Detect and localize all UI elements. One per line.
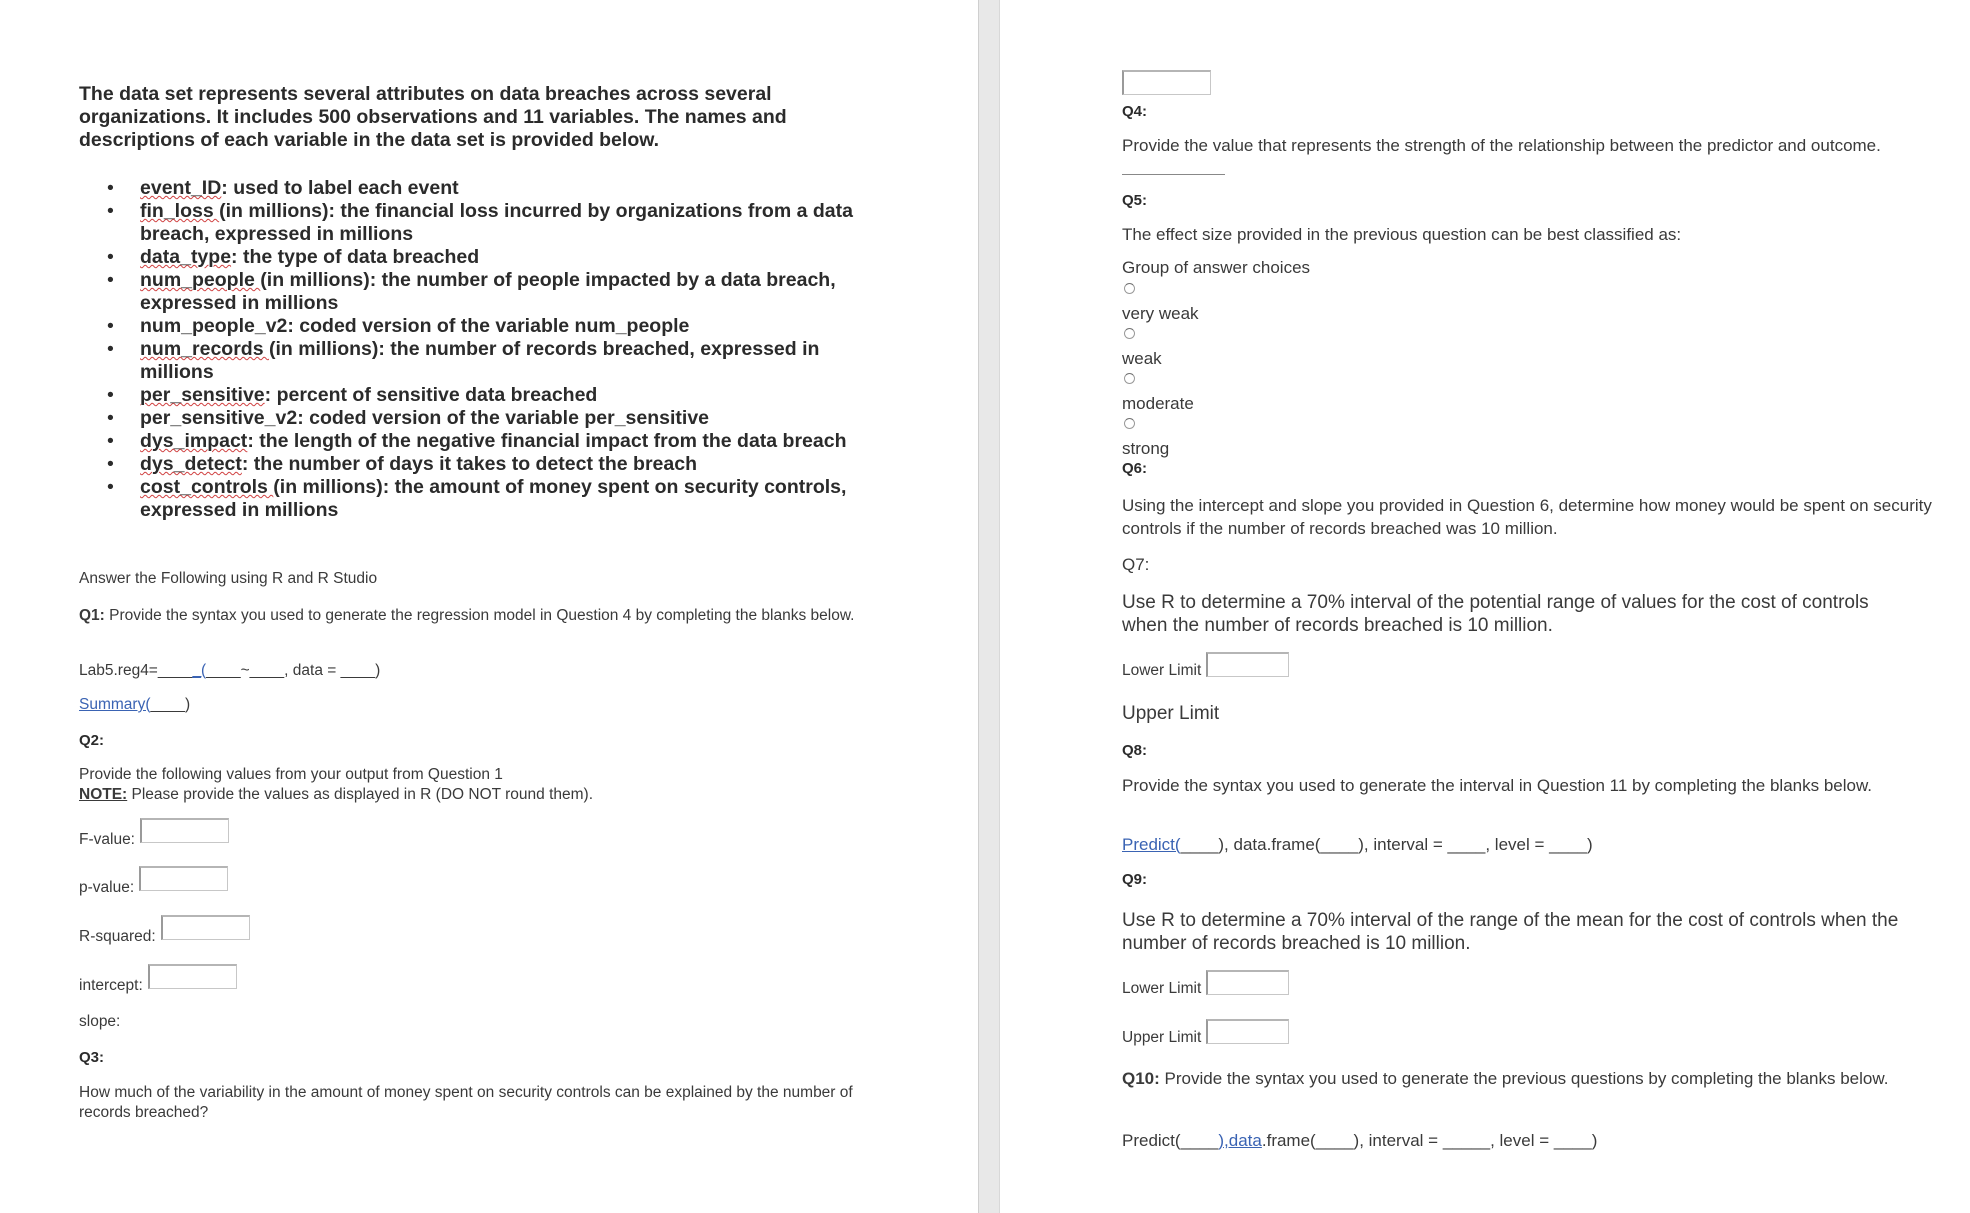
- q9-lower-input[interactable]: [1206, 970, 1289, 995]
- q9-upper-row: [1122, 1019, 1289, 1044]
- list-item: [140, 269, 880, 315]
- q7-upper-label: Upper Limit: [1122, 703, 1220, 724]
- list-item: [140, 407, 880, 430]
- q9-text: Use R to determine a 70% interval of the range of the mean for the cost of controls when the number of records breached is 10 million.: [1122, 910, 1899, 954]
- f-value-row: [79, 818, 229, 848]
- q1-summary-line: [79, 696, 190, 714]
- right-page: [1000, 0, 1970, 1213]
- variable-name: dys_impact: [140, 430, 248, 452]
- variable-name: num_people: [140, 269, 261, 291]
- choice-weak: weak: [1122, 349, 1162, 368]
- list-item: [140, 315, 880, 338]
- variable-name: fin_loss: [140, 200, 220, 222]
- variable-name: per_sensitive: [140, 384, 265, 406]
- q5-label: Q5:: [1122, 192, 1148, 209]
- variable-desc: (in millions): the financial loss incurred by organizations from a data breach, expressed in millions: [140, 200, 853, 245]
- q1-text: [79, 605, 879, 626]
- p-value-row: [79, 866, 228, 896]
- radio-moderate[interactable]: [1124, 373, 1135, 384]
- intercept-input[interactable]: [148, 964, 237, 989]
- variable-desc: : percent of sensitive data breached: [264, 384, 598, 406]
- q1-label: Q1:: [79, 607, 105, 624]
- choice-very-weak: very weak: [1122, 304, 1199, 323]
- q8-code-line: [1122, 833, 1593, 856]
- intercept-row: [79, 964, 237, 994]
- variable-desc: : the length of the negative financial impact from the data breach: [247, 430, 847, 452]
- answer-group-label: Group of answer choices: [1122, 258, 1311, 277]
- summary-link[interactable]: Summary(: [79, 696, 151, 713]
- r-squared-label: R-squared:: [79, 928, 156, 945]
- q2-text: [79, 765, 593, 805]
- variable-desc: : the number of days it takes to detect the breach: [241, 453, 697, 475]
- q7-lower-input[interactable]: [1206, 652, 1289, 677]
- code-segment: ____), data.frame(____), interval = ____, level = ____): [1180, 835, 1593, 854]
- q9-upper-input[interactable]: [1206, 1019, 1289, 1044]
- q4-answer-line[interactable]: [1122, 174, 1225, 175]
- r-squared-row: [79, 915, 250, 945]
- list-item: [140, 453, 880, 476]
- variable-name: data_type: [140, 246, 232, 268]
- choice-moderate: moderate: [1122, 394, 1194, 413]
- q9-label: Q9:: [1122, 871, 1148, 888]
- q7-label: Q7:: [1122, 555, 1150, 574]
- q7-text: Use R to determine a 70% interval of the potential range of values for the cost of controls when the number of records breached is 10 million.: [1122, 592, 1869, 636]
- choice-strong: strong: [1122, 439, 1170, 458]
- intro-paragraph: The data set represents several attributes on data breaches across several organizations. It includes 500 observations and 11 variables. The names and descriptions of each variable in the data set is provided below.: [79, 83, 787, 151]
- q10-body: Provide the syntax you used to generate the previous questions by completing the blanks below.: [1159, 1069, 1889, 1088]
- lower-limit-label: Lower Limit: [1122, 662, 1202, 679]
- q3-label: Q3:: [79, 1049, 105, 1066]
- lower-limit-label: Lower Limit: [1122, 980, 1202, 997]
- list-item: [140, 200, 880, 246]
- variable-desc: (in millions): the number of records breached, expressed in millions: [140, 338, 820, 383]
- q10-code-line: [1122, 1129, 1597, 1152]
- radio-strong[interactable]: [1124, 418, 1135, 429]
- p-value-input[interactable]: [139, 866, 228, 891]
- variable-name: event_ID: [140, 177, 222, 199]
- upper-limit-label: Upper Limit: [1122, 1029, 1202, 1046]
- code-segment: ____~____, data = ____): [206, 662, 381, 679]
- data-link[interactable]: ),data: [1218, 1131, 1262, 1150]
- slope-label: slope:: [79, 1013, 121, 1030]
- f-value-input[interactable]: [140, 818, 229, 843]
- variable-desc: (in millions): the number of people impacted by a data breach, expressed in millions: [140, 269, 836, 314]
- q3-answer-input[interactable]: [1122, 70, 1211, 95]
- variable-desc: (in millions): the amount of money spent on security controls, expressed in millions: [140, 476, 847, 521]
- q6-label: Q6:: [1122, 460, 1148, 477]
- f-value-label: F-value:: [79, 831, 135, 848]
- r-squared-input[interactable]: [161, 915, 250, 940]
- page-divider: [978, 0, 1000, 1213]
- variable-desc: : the type of data breached: [231, 246, 480, 268]
- list-item: [140, 246, 880, 269]
- q2-body: Provide the following values from your output from Question 1: [79, 766, 503, 783]
- q5-text: The effect size provided in the previous question can be best classified as:: [1122, 225, 1682, 244]
- p-value-label: p-value:: [79, 879, 135, 896]
- list-item: [140, 384, 880, 407]
- predict-link[interactable]: Predict(: [1122, 835, 1181, 854]
- q2-label: Q2:: [79, 732, 105, 749]
- left-page: [0, 0, 978, 1213]
- q1-code-line: [79, 662, 380, 680]
- list-item: [140, 177, 880, 200]
- q9-lower-row: [1122, 970, 1289, 995]
- code-link[interactable]: _(: [192, 662, 207, 679]
- note-text: Please provide the values as displayed in R (DO NOT round them).: [127, 786, 594, 803]
- q7-lower-row: [1122, 652, 1289, 677]
- q3-text: How much of the variability in the amount of money spent on security controls can be explained by the number of records breached?: [79, 1084, 853, 1121]
- code-segment: ____): [150, 696, 191, 713]
- list-item: [140, 476, 880, 522]
- variable-name: num_people_v2: coded version of the variable num_people: [140, 315, 690, 337]
- variable-name: per_sensitive_v2: coded version of the variable per_sensitive: [140, 407, 710, 429]
- q10-text: [1122, 1067, 1922, 1090]
- variable-desc: : used to label each event: [221, 177, 459, 199]
- intercept-label: intercept:: [79, 977, 143, 994]
- radio-very-weak[interactable]: [1124, 283, 1135, 294]
- list-item: [140, 430, 880, 453]
- answer-heading: Answer the Following using R and R Studio: [79, 570, 378, 587]
- note-label: NOTE:: [79, 786, 128, 803]
- q1-body: Provide the syntax you used to generate the regression model in Question 4 by completing the blanks below.: [104, 607, 855, 624]
- code-segment: Lab5.reg4=____: [79, 662, 193, 679]
- variable-list: [140, 177, 880, 522]
- q6-text: Using the intercept and slope you provided in Question 6, determine how money would be spent on security controls if the number of records breached was 10 million.: [1122, 496, 1932, 538]
- variable-name: dys_detect: [140, 453, 242, 475]
- q10-label: Q10:: [1122, 1069, 1160, 1088]
- q8-text: Provide the syntax you used to generate the interval in Question 11 by completing the blanks below.: [1122, 776, 1873, 795]
- q2-note: [79, 785, 593, 805]
- code-segment: .frame(____), interval = _____, level = ____): [1261, 1131, 1598, 1150]
- list-item: [140, 338, 880, 384]
- variable-name: num_records: [140, 338, 269, 360]
- q4-text: Provide the value that represents the strength of the relationship between the predictor and outcome.: [1122, 136, 1881, 155]
- q4-label: Q4:: [1122, 103, 1148, 120]
- variable-name: cost_controls: [140, 476, 274, 498]
- radio-weak[interactable]: [1124, 328, 1135, 339]
- q8-label: Q8:: [1122, 742, 1148, 759]
- code-segment: Predict(____: [1122, 1131, 1219, 1150]
